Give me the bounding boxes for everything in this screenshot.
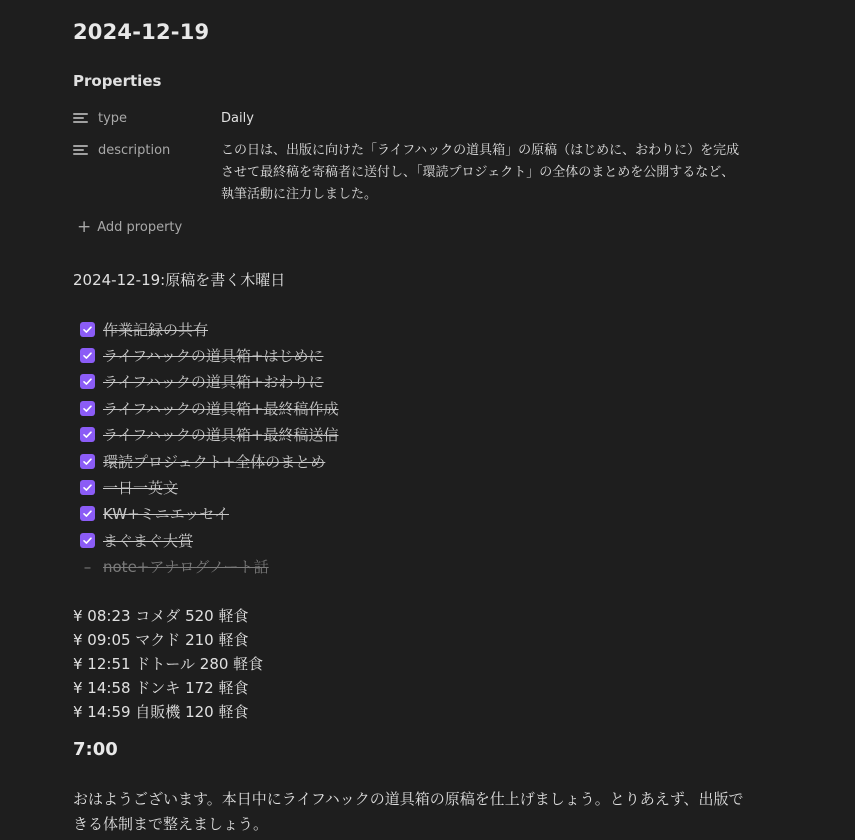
task-item: [80, 422, 338, 448]
task-checkbox-checked[interactable]: [80, 374, 95, 389]
property-row-type: [73, 108, 741, 130]
expense-line[interactable]: ¥ 12:51 ドトール 280 軽食: [73, 654, 264, 673]
task-text[interactable]: ライフハックの道具箱+はじめに: [103, 347, 324, 366]
task-item: [80, 342, 338, 368]
task-item: [80, 527, 338, 553]
checkmark-icon: [82, 508, 93, 519]
checkmark-icon: [82, 429, 93, 440]
task-text[interactable]: KW+ミニエッセイ: [103, 505, 229, 524]
expense-list: [73, 603, 263, 723]
expense-line[interactable]: ¥ 14:59 自販機 120 軽食: [73, 702, 249, 721]
property-row-description: [73, 140, 741, 206]
checkmark-icon: [82, 350, 93, 361]
task-checkbox-checked[interactable]: [80, 506, 95, 521]
task-text[interactable]: 環読プロジェクト+全体のまとめ: [103, 452, 326, 471]
expense-line[interactable]: ¥ 09:05 マクド 210 軽食: [73, 630, 249, 649]
task-checkbox-checked[interactable]: [80, 401, 95, 416]
task-item: [80, 316, 338, 342]
checkmark-icon: [82, 403, 93, 414]
task-text[interactable]: note+アナログノート話: [103, 558, 269, 577]
task-checkbox-checked[interactable]: [80, 533, 95, 548]
task-item: [80, 395, 338, 421]
property-key-label: type: [98, 110, 128, 126]
task-checkbox-checked[interactable]: [80, 348, 95, 363]
task-text[interactable]: ライフハックの道具箱+最終稿送信: [103, 426, 339, 445]
task-text[interactable]: ライフハックの道具箱+最終稿作成: [103, 399, 339, 418]
time-heading[interactable]: 7:00: [73, 739, 118, 760]
task-text[interactable]: 一日一英文: [103, 479, 179, 498]
add-property-button[interactable]: [77, 219, 182, 236]
text-lines-icon: [73, 143, 89, 157]
checkmark-icon: [82, 376, 93, 387]
checkmark-icon: [82, 482, 93, 493]
properties-heading[interactable]: Properties: [73, 72, 162, 90]
property-key-type[interactable]: [73, 108, 221, 128]
add-property-label: Add property: [97, 220, 183, 235]
task-text[interactable]: まぐまぐ大賞: [103, 531, 194, 550]
task-item: [80, 369, 338, 395]
task-checkbox-checked[interactable]: [80, 480, 95, 495]
task-item: [80, 474, 338, 500]
task-text[interactable]: 作業記録の共有: [103, 320, 209, 339]
checkmark-icon: [82, 456, 93, 467]
task-item: [80, 448, 338, 474]
property-value-description[interactable]: この日は、出版に向けた「ライフハックの道具箱」の原稿（はじめに、おわりに）を完成させて最終稿を寄稿者に送付し、「環読プロジェクト」の全体のまとめを公開するなど、執筆活動に注力しました。: [221, 143, 740, 202]
body-paragraph[interactable]: おはようございます。本日中にライフハックの道具箱の原稿を仕上げましょう。とりあえず、出版できる体制まで整えましょう。: [73, 790, 744, 833]
text-lines-icon: [73, 111, 89, 125]
task-checkbox-checked[interactable]: [80, 322, 95, 337]
task-item: [80, 501, 338, 527]
checkmark-icon: [82, 535, 93, 546]
task-cancelled-marker[interactable]: –: [83, 557, 92, 576]
property-value-type[interactable]: Daily: [221, 111, 254, 126]
expense-line[interactable]: ¥ 14:58 ドンキ 172 軽食: [73, 678, 249, 697]
plus-icon: +: [77, 217, 92, 237]
property-key-description[interactable]: [73, 140, 221, 160]
day-heading[interactable]: 2024-12-19:原稿を書く木曜日: [73, 271, 286, 289]
task-checkbox-checked[interactable]: [80, 427, 95, 442]
note-title[interactable]: 2024-12-19: [73, 20, 210, 44]
task-list: [80, 316, 338, 580]
task-item: [80, 554, 338, 580]
property-key-label: description: [98, 142, 171, 158]
expense-line[interactable]: ¥ 08:23 コメダ 520 軽食: [73, 606, 249, 625]
task-text[interactable]: ライフハックの道具箱+おわりに: [103, 373, 324, 392]
checkmark-icon: [82, 324, 93, 335]
task-checkbox-checked[interactable]: [80, 454, 95, 469]
